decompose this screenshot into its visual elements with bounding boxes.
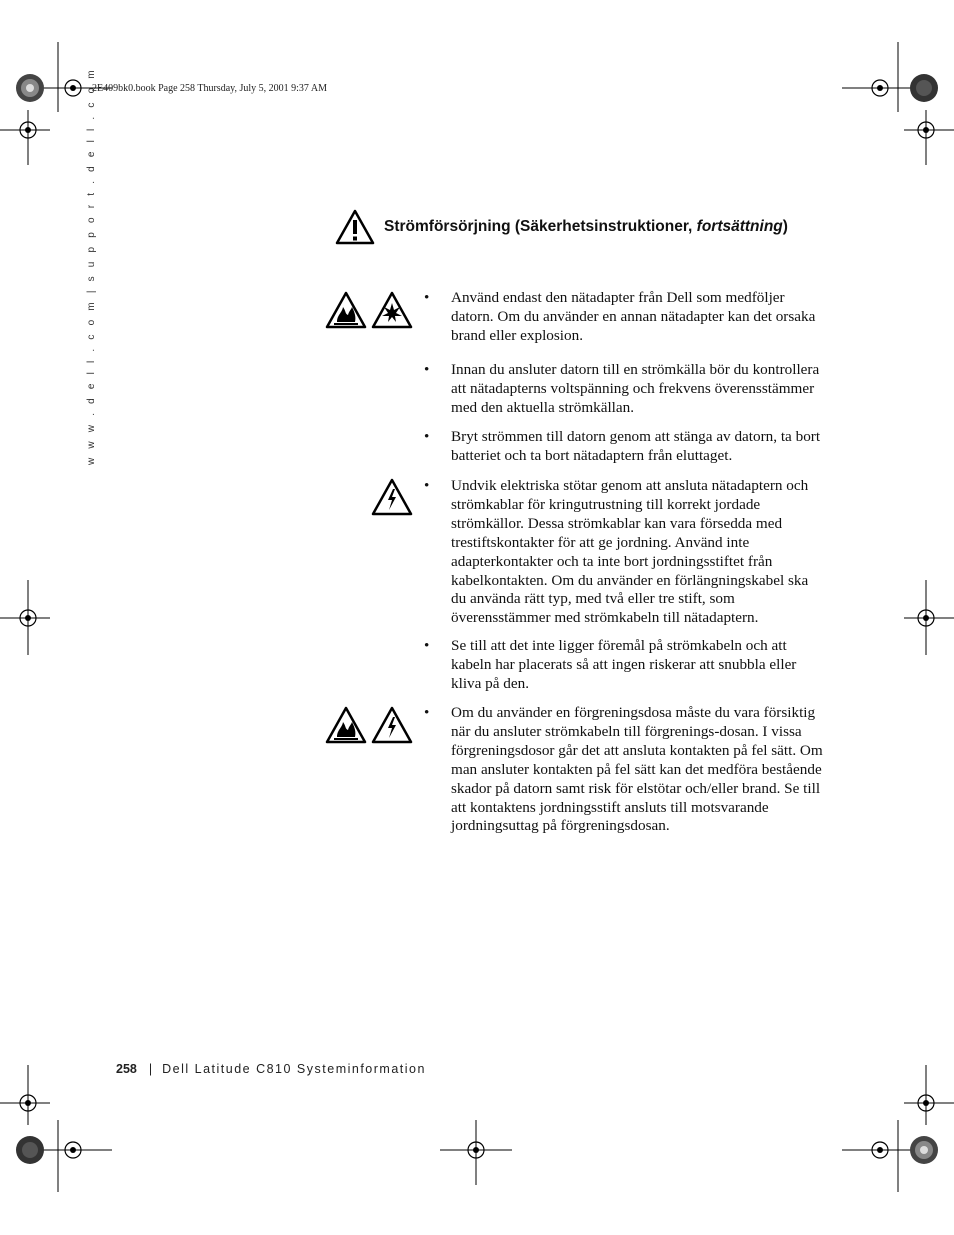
print-header: 2E409bk0.book Page 258 Thursday, July 5, 2001 9:37 AM — [92, 83, 327, 94]
section-title-end: ) — [782, 218, 788, 235]
bullet: • — [424, 361, 430, 378]
list-item-text: Använd endast den nätadapter från Dell som medföljer datorn. Om du använder en annan nätadapter kan det orsaka brand eller explosion. — [451, 289, 816, 344]
list-item-text: Undvik elektriska stötar genom att ansluta nätadaptern och strömkablar för kringutrustning till korrekt jordade strömkällor. Dessa strömkablar kan vara försedda med trestiftskontakter för att ge jordning. Använd inte adapterkontakter och ta inte bort jordningsstiftet från kabelkontakten. Om du använder en förlängningskabel ska du använda rätt typ, med två eller tre stift, som överensstämmer med strömkabeln till nätadaptern. — [451, 477, 809, 627]
bullet: • — [424, 637, 430, 654]
page-footer — [116, 1062, 426, 1076]
list-item-text: Se till att det inte ligger föremål på strömkabeln och att kabeln har placerats så att ingen riskerar att snubbla eller kliva på den. — [451, 637, 797, 692]
list-item — [424, 477, 824, 628]
side-url: w w w . d e l l . c o m | s u p p o r t . d e l l . c o m — [86, 67, 97, 465]
section-title-italic: fortsättning — [696, 218, 783, 235]
list-item — [424, 637, 824, 694]
list-item — [424, 361, 824, 418]
section-title — [384, 218, 788, 236]
list-item-text: Om du använder en förgreningsdosa måste du vara försiktig när du ansluter strömkabeln till förgrenings-dosan. I vissa förgreningsdosor går det att ansluta kontakten på fel sätt. Om man ansluter kontakten på fel sätt kan det medföra bestående skador på datorn samt risk för elstötar och/eller brand. Se till att kontaktens jordningsstift ansluts till motsvarande jordningsuttag på förgreningsdosan. — [451, 704, 823, 835]
list-item-text: Innan du ansluter datorn till en strömkälla bör du kontrollera att nätadapterns voltspänning och frekvens överensstämmer med den aktuella strömkällan. — [451, 361, 820, 416]
list-item-text: Bryt strömmen till datorn genom att stänga av datorn, ta bort batteriet och ta bort nätadaptern från eluttaget. — [451, 428, 821, 464]
electric-shock-icon — [371, 706, 413, 749]
list-item — [424, 428, 824, 466]
fire-hazard-icon — [325, 706, 367, 749]
bullet: • — [424, 704, 430, 721]
bullet: • — [424, 428, 430, 445]
caution-icon — [334, 208, 376, 251]
bullet: • — [424, 289, 430, 306]
list-item — [424, 704, 824, 836]
fire-hazard-icon — [325, 291, 367, 334]
bullet: • — [424, 477, 430, 494]
electric-shock-icon — [371, 478, 413, 521]
list-item — [424, 289, 824, 346]
page-number: 258 — [116, 1062, 137, 1076]
footer-doc-title: Dell Latitude C810 Systeminformation — [162, 1062, 426, 1076]
explosion-hazard-icon — [371, 291, 413, 334]
footer-separator: | — [148, 1062, 153, 1076]
section-title-main: Strömförsörjning (Säkerhetsinstruktioner, — [384, 218, 697, 235]
